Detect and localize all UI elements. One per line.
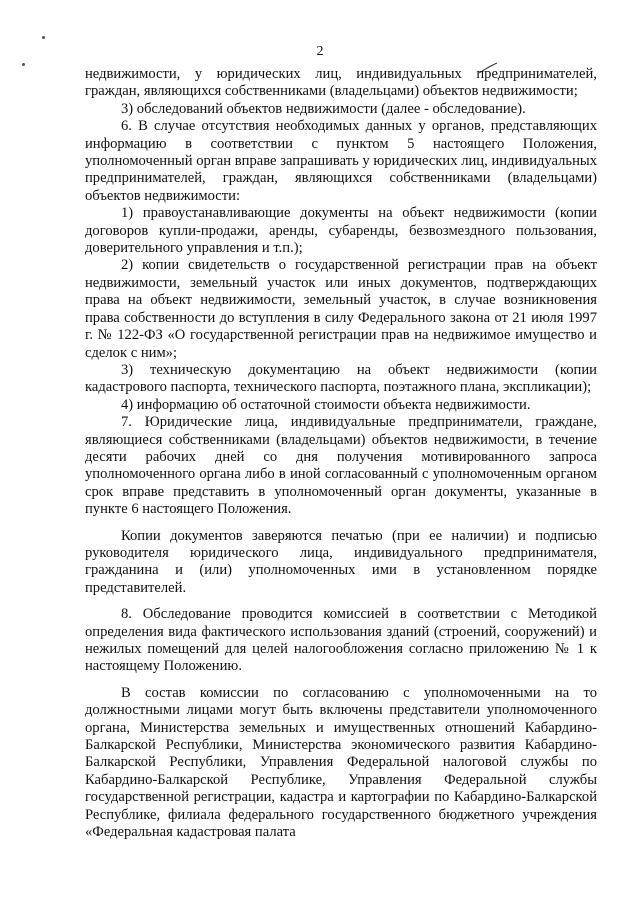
paragraph-7: 4) информацию об остаточной стоимости объекта недвижимости. xyxy=(121,396,531,413)
paragraph-4: 1) правоустанавливающие документы на объект недвижимости (копии договоров купли-продажи, аренды, субаренды, безвозмездного пользования, доверительного управления и т.п.); xyxy=(85,205,597,257)
paragraph-5: 2) копии свидетельств о государственной регистрации прав на объект недвижимости, земельный участок или иных документов, подтверждающих права на объект недвижимости, земельный участок, в случае возникновения права собственности до вступления в силу Федерального закона от 21 июля 1997 г. № 122-ФЗ «О государственной регистрации прав на недвижимое имущество и сделок с ним»; xyxy=(85,257,597,361)
paragraph-1: недвижимости, у юридических лиц, индивидуальных предпринимателей, граждан, являющихся собственниками (владельцами) объектов недвижимости; xyxy=(85,66,597,100)
paragraph-11: В состав комиссии по согласованию с уполномоченными на то должностными лицами могут быть включены представители уполномоченного органа, Министерства земельных и имущественных отношений Кабардино-Балкарской Республики, Министерства экономического развития Кабардино-Балкарской Республики, Управления Федеральной налоговой службы по Кабардино-Балкарской Республике, Управления Федеральной службы государственной регистрации, кадастра и картографии по Кабардино-Балкарской Республике, филиала федерального государственного бюджетного учреждения «Федеральная кадастровая палата xyxy=(85,684,597,841)
document-body xyxy=(85,66,597,841)
paragraph-9: Копии документов заверяются печатью (при ее наличии) и подписью руководителя юридического лица, индивидуального предпринимателя, гражданина и (или) уполномоченных ими в установленном порядке представителей. xyxy=(85,527,597,596)
paragraph-3: 6. В случае отсутствия необходимых данных у органов, представляющих информацию в соответствии с пунктом 5 настоящего Положения, уполномоченный орган вправе запрашивать у юридических лиц, индивидуальных предпринимателей, граждан, являющихся собственниками (владельцами) объектов недвижимости: xyxy=(85,118,597,204)
paragraph-10: 8. Обследование проводится комиссией в соответствии с Методикой определения вида фактического использования зданий (строений, сооружений) и нежилых помещений для целей налогообложения согласно приложению № 1 к настоящему Положению. xyxy=(85,606,597,675)
paragraph-8: 7. Юридические лица, индивидуальные предприниматели, граждане, являющиеся собственниками (владельцами) объектов недвижимости, в течение десяти рабочих дней со дня получения мотивированного запроса уполномоченного органа либо в иной согласованный с уполномоченным органом срок вправе представить в уполномоченный орган документы, указанные в пункте 6 настоящего Положения. xyxy=(85,414,597,518)
scan-speck-top xyxy=(42,36,45,39)
paragraph-6: 3) техническую документацию на объект недвижимости (копии кадастрового паспорта, технического паспорта, поэтажного плана, экспликации); xyxy=(85,361,597,396)
page-number: 2 xyxy=(316,44,324,59)
scan-speck-left xyxy=(22,63,25,66)
paragraph-2: 3) обследований объектов недвижимости (далее - обследование). xyxy=(121,100,526,117)
